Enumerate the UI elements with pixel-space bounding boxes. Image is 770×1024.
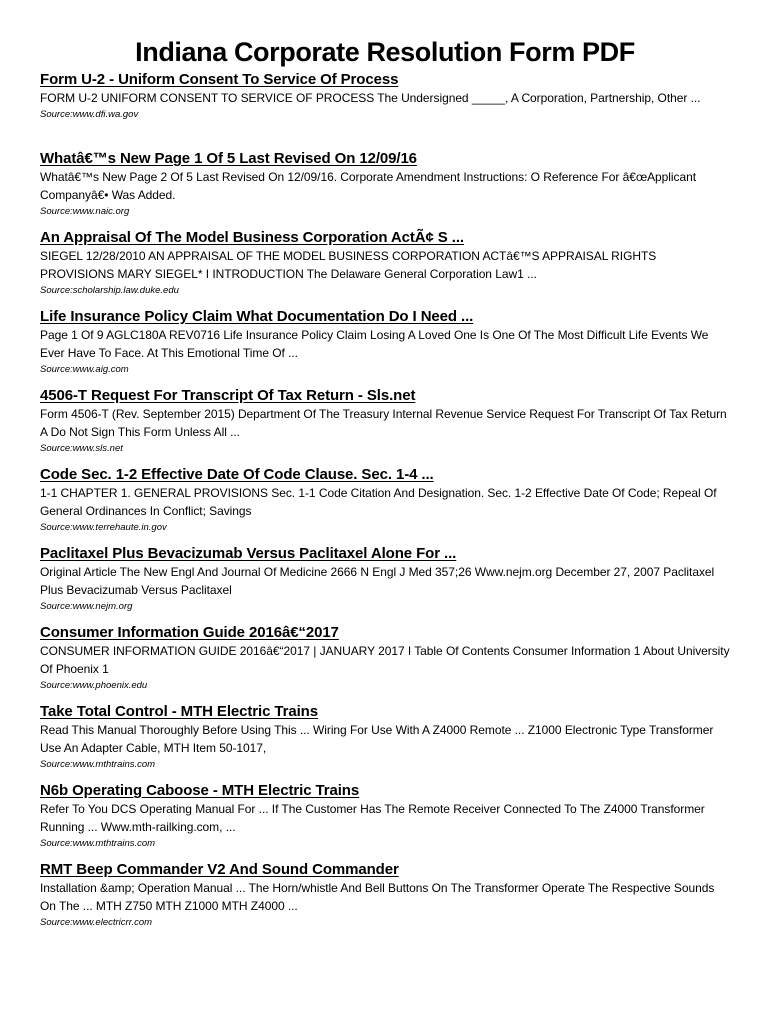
result-description: Refer To You DCS Operating Manual For ... If The Customer Has The Remote Receiver Connected To The Z4000 Transformer Running ... Www.mth-railking.com, ... <box>40 802 705 834</box>
result-entry <box>40 228 730 307</box>
result-description: Installation &amp; Operation Manual ... The Horn/whistle And Bell Buttons On The Transformer Operate The Respective Sounds On The ... MTH Z750 MTH Z1000 MTH Z4000 ... <box>40 881 715 913</box>
result-description: Page 1 Of 9 AGLC180A REV0716 Life Insurance Policy Claim Losing A Loved One Is One Of The Most Difficult Life Events We Ever Have To Face. At This Emotional Time Of ... <box>40 328 709 360</box>
result-source: Source:www.naic.org <box>40 206 130 217</box>
result-source: Source:www.mthtrains.com <box>40 759 156 770</box>
result-entry <box>40 149 730 228</box>
result-title-link[interactable]: N6b Operating Caboose - MTH Electric Trains <box>40 782 360 799</box>
result-entry <box>40 860 730 939</box>
result-entry <box>40 702 730 781</box>
result-title-link[interactable]: Code Sec. 1-2 Effective Date Of Code Clause. Sec. 1-4 ... <box>40 466 434 483</box>
result-entry <box>40 623 730 702</box>
result-description: 1-1 CHAPTER 1. GENERAL PROVISIONS Sec. 1-1 Code Citation And Designation. Sec. 1-2 Effective Date Of Code; Repeal Of General Ordinances In Conflict; Savings <box>40 486 717 518</box>
result-source: Source:www.aig.com <box>40 364 129 375</box>
result-entry <box>40 781 730 860</box>
result-source: Source:www.phoenix.edu <box>40 680 148 691</box>
result-source: Source:www.nejm.org <box>40 601 133 612</box>
result-entry <box>40 70 730 149</box>
result-description: Whatâ€™s New Page 2 Of 5 Last Revised On 12/09/16. Corporate Amendment Instructions: O Reference For â€œApplicant Companyâ€• Was Added. <box>40 170 697 202</box>
result-description: SIEGEL 12/28/2010 AN APPRAISAL OF THE MODEL BUSINESS CORPORATION ACTâ€™S APPRAISAL RIGHTS PROVISIONS MARY SIEGEL* I INTRODUCTION The Delaware General Corporation Law1 ... <box>40 249 657 281</box>
result-entry <box>40 386 730 465</box>
page-title: Indiana Corporate Resolution Form PDF <box>135 37 635 67</box>
result-title-link[interactable]: RMT Beep Commander V2 And Sound Commander <box>40 861 399 878</box>
result-title-link[interactable]: Paclitaxel Plus Bevacizumab Versus Paclitaxel Alone For ... <box>40 545 457 562</box>
result-source: Source:www.mthtrains.com <box>40 838 156 849</box>
result-title-link[interactable]: Life Insurance Policy Claim What Documentation Do I Need ... <box>40 308 474 325</box>
result-title-link[interactable]: An Appraisal Of The Model Business Corporation ActÃ¢ S ... <box>40 229 464 246</box>
result-description: CONSUMER INFORMATION GUIDE 2016â€“2017 | JANUARY 2017 I Table Of Contents Consumer Information 1 About University Of Phoenix 1 <box>40 644 730 676</box>
result-entry <box>40 465 730 544</box>
result-source: Source:www.dfi.wa.gov <box>40 109 139 120</box>
result-entry <box>40 544 730 623</box>
result-description: FORM U-2 UNIFORM CONSENT TO SERVICE OF PROCESS The Undersigned _____, A Corporation, Partnership, Other ... <box>40 91 701 105</box>
result-source: Source:www.terrehaute.in.gov <box>40 522 167 533</box>
result-entry <box>40 307 730 386</box>
result-description: Read This Manual Thoroughly Before Using This ... Wiring For Use With A Z4000 Remote ... Z1000 Electronic Type Transformer Use An Adapter Cable, MTH Item 50-1017, <box>40 723 714 755</box>
result-source: Source:scholarship.law.duke.edu <box>40 285 179 296</box>
result-title-link[interactable]: Form U-2 - Uniform Consent To Service Of Process <box>40 71 399 88</box>
result-description: Original Article The New Engl And Journal Of Medicine 2666 N Engl J Med 357;26 Www.nejm.org December 27, 2007 Paclitaxel Plus Bevacizumab Versus Paclitaxel <box>40 565 715 597</box>
result-title-link[interactable]: 4506-T Request For Transcript Of Tax Return - Sls.net <box>40 387 416 404</box>
result-title-link[interactable]: Consumer Information Guide 2016â€“2017 <box>40 624 339 641</box>
result-source: Source:www.electricrr.com <box>40 917 153 928</box>
result-description: Form 4506-T (Rev. September 2015) Department Of The Treasury Internal Revenue Service Request For Transcript Of Tax Return A Do Not Sign This Form Unless All ... <box>40 407 727 439</box>
result-title-link[interactable]: Whatâ€™s New Page 1 Of 5 Last Revised On 12/09/16 <box>40 150 417 167</box>
results-list <box>40 70 730 939</box>
result-title-link[interactable]: Take Total Control - MTH Electric Trains <box>40 703 318 720</box>
result-source: Source:www.sls.net <box>40 443 123 454</box>
